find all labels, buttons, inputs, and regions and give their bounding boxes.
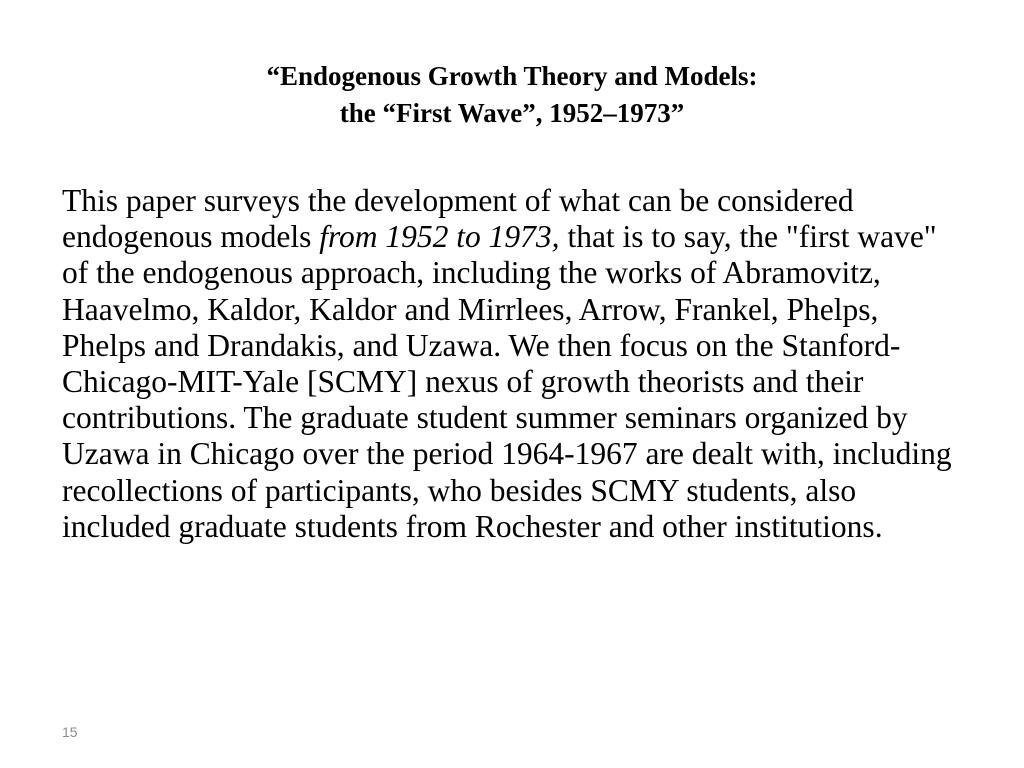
- abstract-text-rest: that is to say, the "first wave" of the endogenous approach, including the works of Abramovitz, Haavelmo, Kaldor, Kaldor and Mirrlees, Arrow, Frankel, Phelps, Phelps and Drandakis, and Uzawa. We then focus on the Stanford-Chicago-MIT-Yale [SCMY] nexus of growth theorists and their contributions. The graduate student summer seminars organized by Uzawa in Chicago over the period 1964-1967 are dealt with, including recollections of participants, who besides SCMY students, also included graduate students from Rochester and other institutions.: [62, 219, 952, 544]
- page-number: 15: [62, 724, 78, 740]
- abstract-text-start: This paper surveys the development of what can be considered endogenous models: [62, 183, 854, 255]
- abstract-italic-date-range: from 1952 to 1973,: [319, 219, 560, 255]
- title-line-1: “Endogenous Growth Theory and Models:: [266, 61, 758, 91]
- slide-title: [0, 58, 1024, 132]
- title-line-2: the “First Wave”, 1952–1973”: [339, 98, 685, 128]
- abstract-paragraph: [62, 183, 967, 545]
